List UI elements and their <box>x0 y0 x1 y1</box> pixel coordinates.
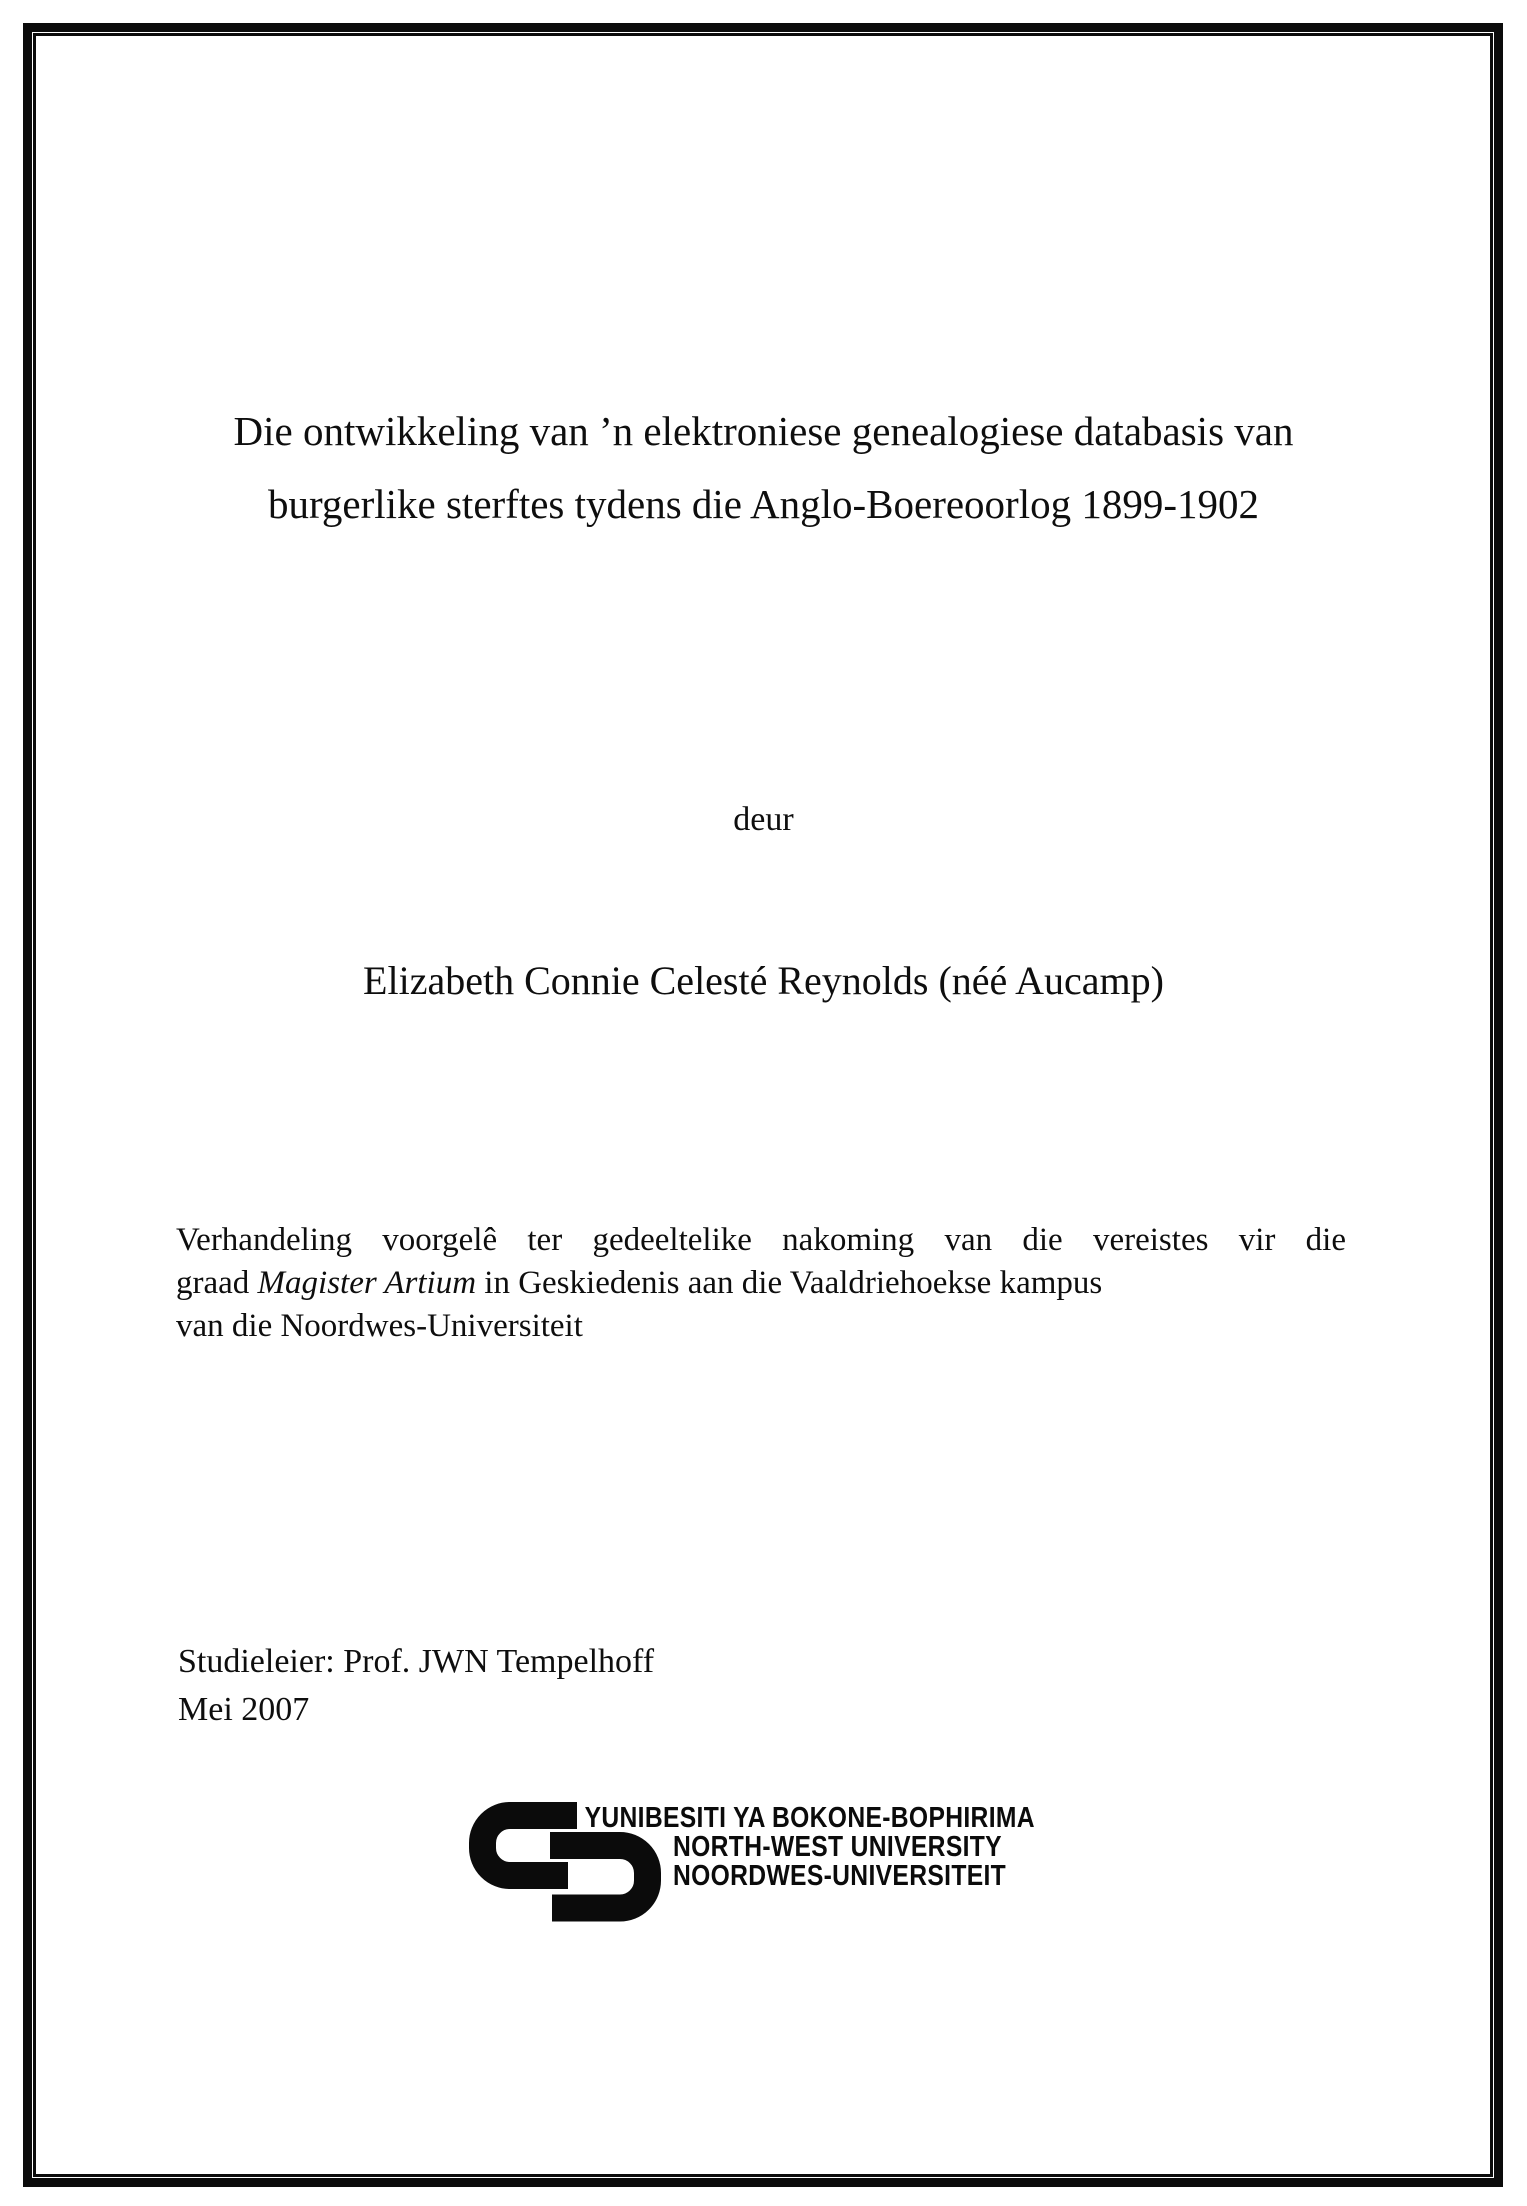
statement-line-2-suffix: in Geskiedenis aan die Vaaldriehoekse kampus <box>476 1265 1103 1301</box>
date-line: Mei 2007 <box>178 1691 310 1728</box>
statement-line-2 <box>176 1262 1346 1305</box>
logo-line-setswana: YUNIBESITI YA BOKONE-BOPHIRIMA <box>584 1802 1035 1834</box>
logo-line-english: NORTH-WEST UNIVERSITY <box>673 1831 1002 1863</box>
degree-name: Magister Artium <box>257 1265 477 1301</box>
logo-line-afrikaans: NOORDWES-UNIVERSITEIT <box>673 1860 1007 1892</box>
submission-statement <box>176 1219 1346 1348</box>
statement-line-3: van die Noordwes-Universiteit <box>176 1308 583 1344</box>
byline-label: deur <box>733 801 794 838</box>
university-logo <box>462 1802 1082 1932</box>
supervisor-line: Studieleier: Prof. JWN Tempelhoff <box>178 1643 655 1680</box>
thesis-title-line-2: burgerlike sterftes tydens die Anglo-Boereoorlog 1899-1902 <box>267 481 1259 527</box>
statement-line-2-prefix: graad <box>176 1265 258 1301</box>
supervisor-block <box>178 1638 654 1734</box>
thesis-title <box>0 395 1527 541</box>
university-logo-text <box>584 1802 1035 1892</box>
statement-line-1: Verhandeling voorgelê ter gedeeltelike nakoming van die vereistes vir die <box>176 1222 1346 1258</box>
thesis-title-line-1: Die ontwikkeling van ’n elektroniese genealogiese databasis van <box>233 408 1294 454</box>
author-name: Elizabeth Connie Celesté Reynolds (néé Aucamp) <box>363 958 1164 1003</box>
